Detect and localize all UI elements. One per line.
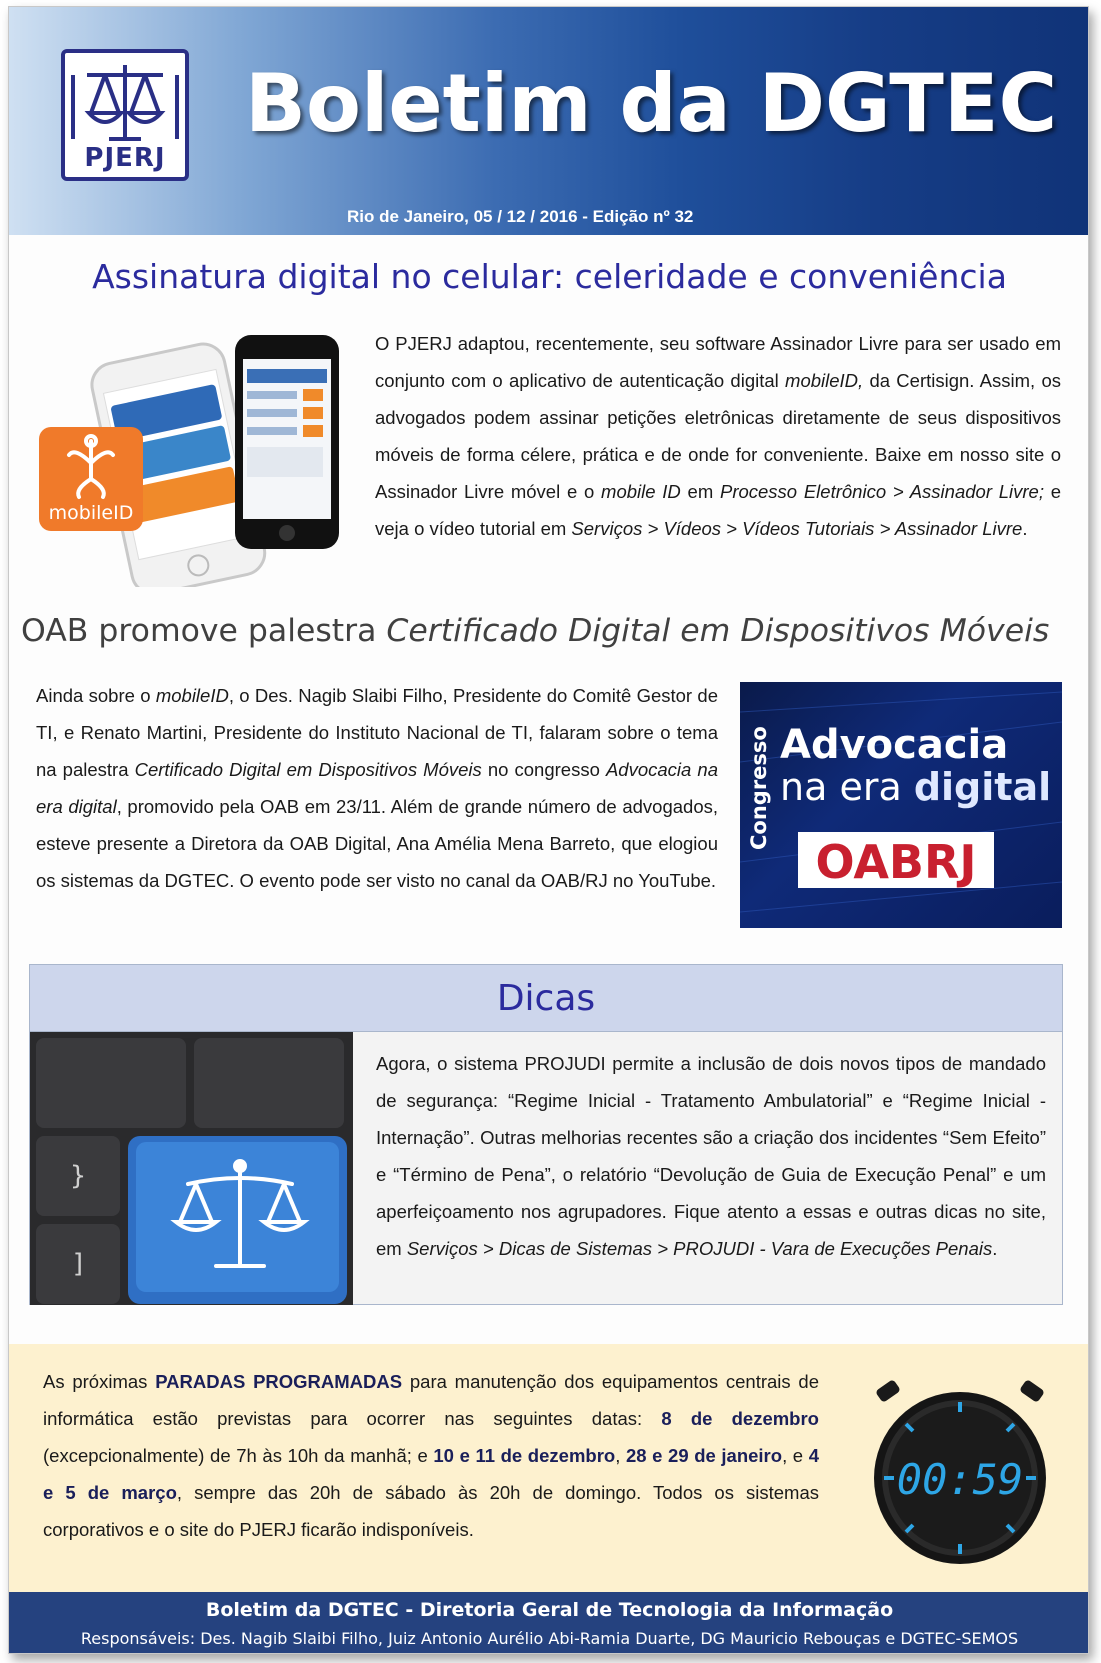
keyboard-justice-key-image [30,1032,353,1305]
banner-line1: Advocacia [780,722,1009,768]
svg-text:}: } [69,1161,87,1191]
newsletter-title: Boletim da DGTEC [245,57,1058,150]
dicas-section [29,964,1063,1305]
mobileid-phones-image [39,329,369,587]
paradas-body: As próximas PARADAS PROGRAMADAS para manutenção dos equipamentos centrais de informática estão previstas para ocorrer nas seguintes datas: 8 de dezembro (excepcionalmente) de 7h às 10h da manhã; e 10 e 11 de dezembro, 28 e 29 de janeiro, e 4 e 5 de março, sempre das 20h de sábado às 20h de domingo. Todos os sistemas corporativos e o site do PJERJ ficarão indisponíveis. [43,1371,820,1540]
article1-title: Assinatura digital no celular: celeridade e conveniência [92,257,1007,296]
logo-text: PJERJ [84,143,166,173]
banner-side-text: Congresso [747,726,771,850]
dicas-title: Dicas [30,965,1062,1032]
svg-text:na era digital [780,765,1051,809]
stopwatch-icon [865,1378,1055,1568]
mobileid-label: mobileID [48,502,134,524]
footer-responsaveis: Responsáveis: Des. Nagib Slaibi Filho, Juiz Antonio Aurélio Abi-Ramia Duarte, DG Mauricio Rebouças e DGTEC-SEMOS [80,1629,1019,1648]
scales-of-justice-icon [65,53,185,153]
edition-date: Rio de Janeiro, 05 / 12 / 2016 - Edição nº 32 [347,207,694,226]
article2-body: Ainda sobre o mobileID, o Des. Nagib Slaibi Filho, Presidente do Comitê Gestor de TI, e Renato Martini, Presidente do Instituto Nacional de TI, falaram sobre o tema na palestra Certificado Digital em Dispositivos Móveis no congresso Advocacia na era digital, promovido pela OAB em 23/11. Além de grande número de advogados, esteve presente a Diretora da OAB Digital, Ana Amélia Mena Barreto, que elogiou os sistemas da DGTEC. O evento pode ser visto no canal da OAB/RJ no YouTube. [36,685,718,891]
banner-line2: na era [780,765,914,809]
svg-text:]: ] [72,1249,84,1279]
paradas-programadas-section [9,1344,1089,1592]
banner-line2-digital: digital [913,765,1052,809]
newsletter-page [8,6,1089,1654]
dicas-body: Agora, o sistema PROJUDI permite a inclusão de dois novos tipos de mandado de segurança: “Regime Inicial - Tratamento Ambulatorial” e “Regime Inicial - Internação”. Outras melhorias recentes são a criação dos incidentes “Sem Efeito” e “Término de Pena”, o relatório “Devolução de Guia de Execução Penal” e um aperfeiçoamento nos agrupadores. Fique atento a essas e outras dicas no site, em Serviços > Dicas de Sistemas > PROJUDI - Vara de Execuções Penais. [376,1053,1046,1259]
footer [9,1592,1089,1654]
footer-title: Boletim da DGTEC - Diretoria Geral de Tecnologia da Informação [205,1599,894,1621]
article2-title: OAB promove palestra Certificado Digital em Dispositivos Móveis [21,613,1050,649]
header-banner [9,7,1089,235]
advocacia-era-digital-banner [740,682,1062,928]
timer-display: 00:59 [896,1455,1024,1504]
article1-body: O PJERJ adaptou, recentemente, seu software Assinador Livre para ser usado em conjunto com o aplicativo de autenticação digital mobileID, da Certisign. Assim, os advogados podem assinar petições eletrônicas diretamente de seus dispositivos móveis de forma célere, prática e de onde for conveniente. Baixe em nosso site o Assinador Livre móvel e o mobile ID em Processo Eletrônico > Assinador Livre; e veja o vídeo tutorial em Serviços > Vídeos > Vídeos Tutoriais > Assinador Livre. [375,333,1062,539]
pjerj-logo [61,49,189,181]
oabrj-logo: OABRJ [815,835,977,889]
